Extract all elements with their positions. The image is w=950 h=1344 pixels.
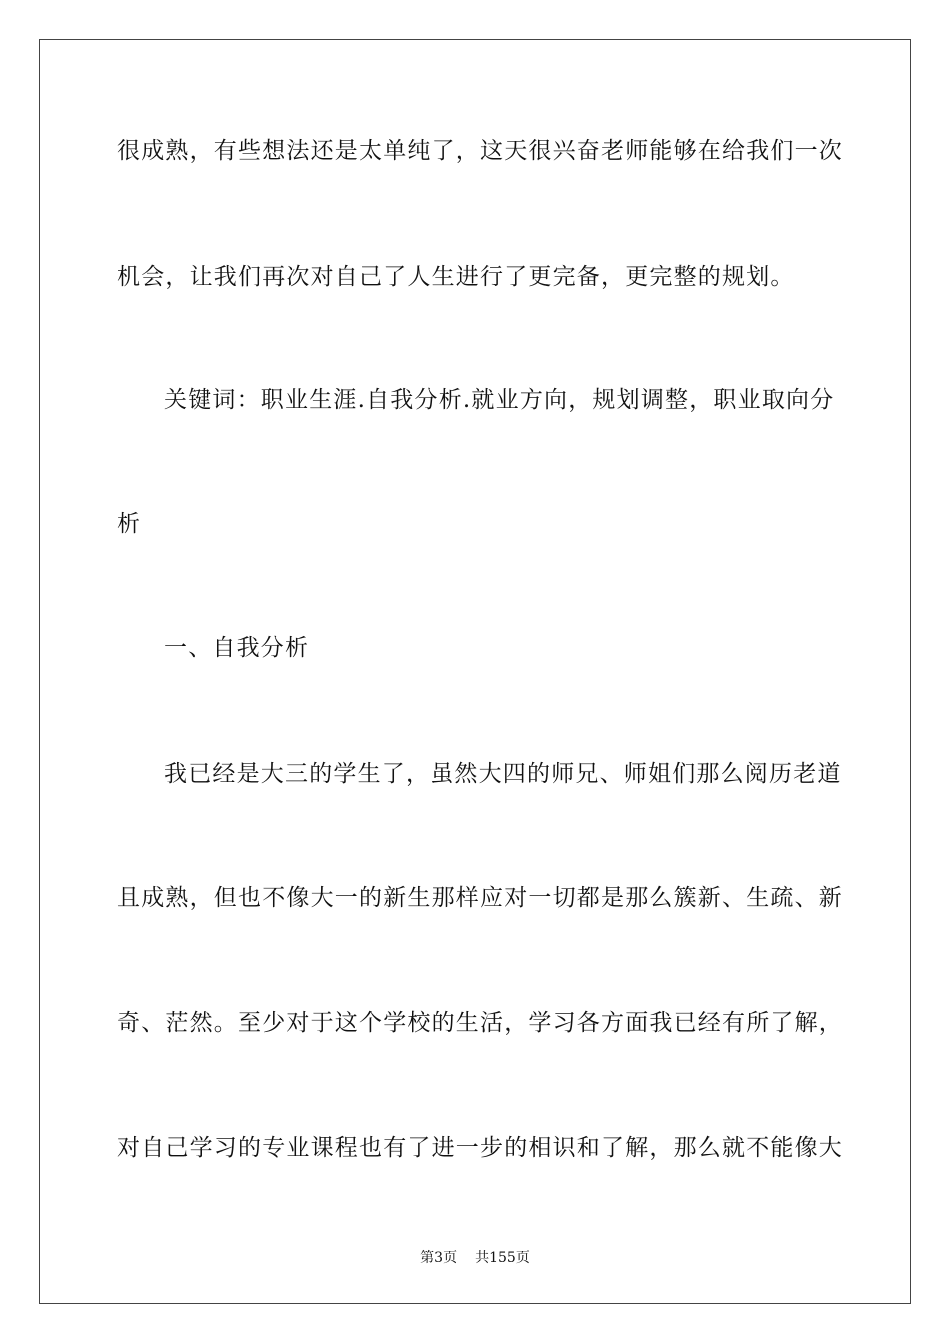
keywords-line: 关键词：职业生涯.自我分析.就业方向，规划调整，职业取向分 (164, 387, 835, 413)
body-text-line: 且成熟，但也不像大一的新生那样应对一切都是那么簇新、生疏、新 (117, 885, 843, 911)
body-text-line: 我已经是大三的学生了，虽然大四的师兄、师姐们那么阅历老道 (164, 761, 842, 787)
body-text-line: 机会，让我们再次对自己了人生进行了更完备，更完整的规划。 (117, 264, 795, 290)
body-text-line: 奇、茫然。至少对于这个学校的生活，学习各方面我已经有所了解， (117, 1010, 843, 1036)
keywords-line-continued: 析 (117, 511, 142, 537)
page-footer (0, 1248, 950, 1268)
body-text-line: 很成熟，有些想法还是太单纯了，这天很兴奋老师能够在给我们一次 (117, 138, 843, 164)
total-pages: 共155页 (475, 1250, 530, 1266)
body-text-line: 对自己学习的专业课程也有了进一步的相识和了解，那么就不能像大 (117, 1135, 843, 1161)
section-heading: 一、自我分析 (164, 635, 310, 661)
page-number: 第3页 (420, 1250, 458, 1266)
page-border (39, 39, 911, 1304)
